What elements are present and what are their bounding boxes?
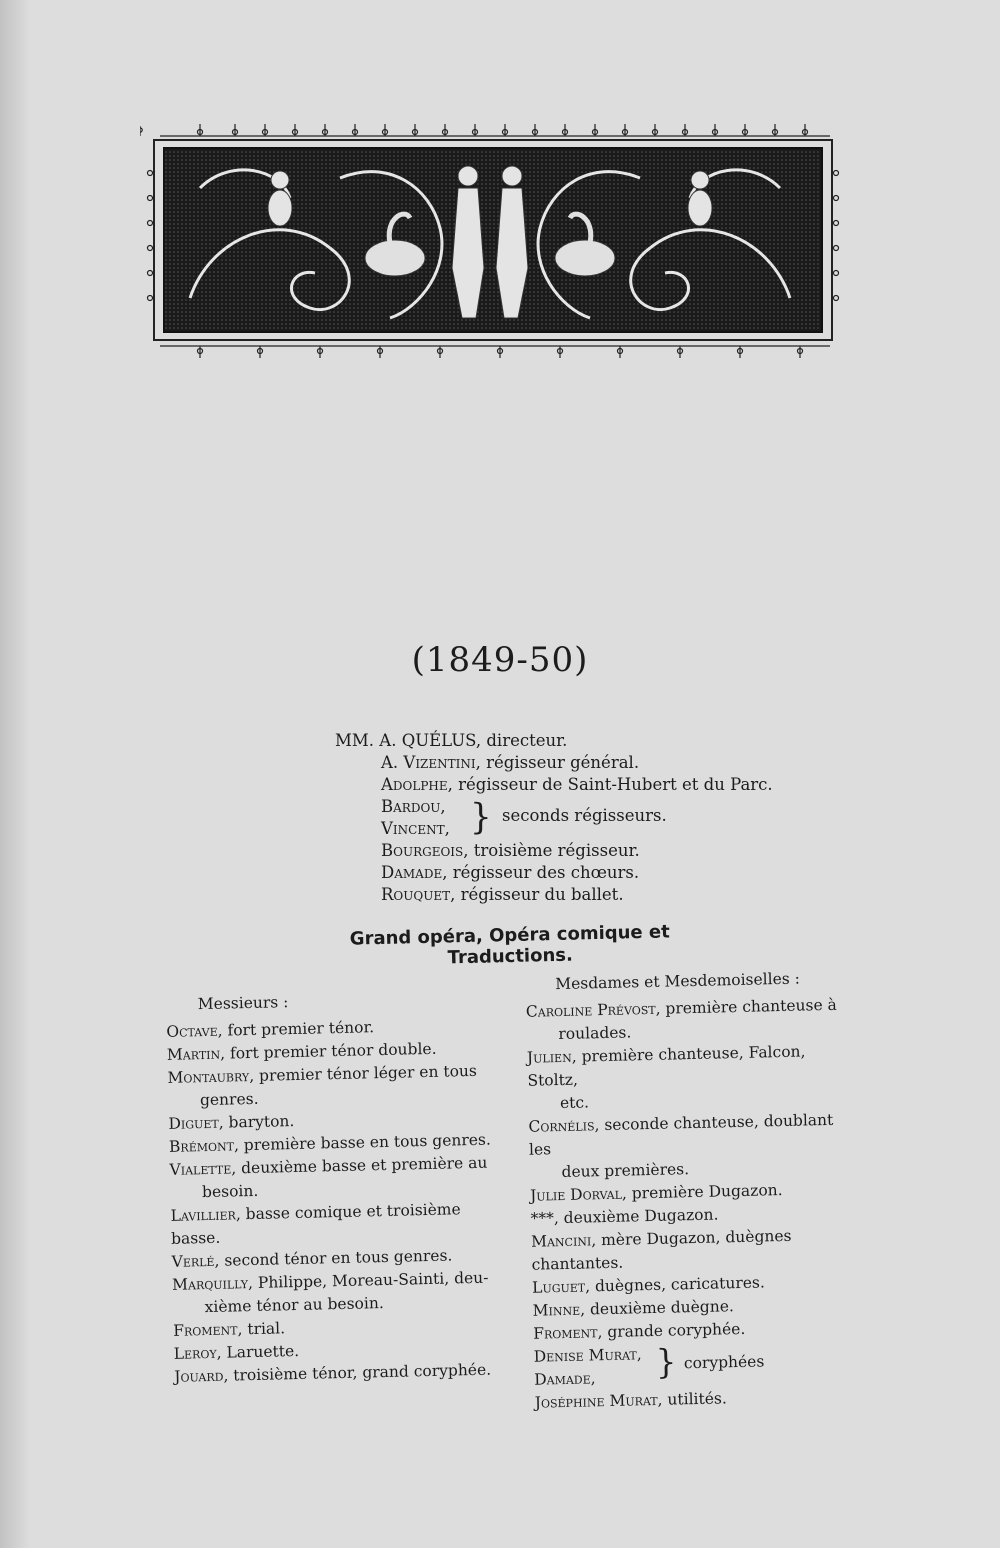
- staff-role: , régisseur du ballet.: [450, 885, 624, 904]
- cast-role: , première basse en tous genres.: [233, 1130, 492, 1155]
- staff-name: Rouquet: [381, 885, 451, 904]
- year-heading: (1849-50): [411, 640, 589, 680]
- brace-glyph: }: [655, 1341, 677, 1382]
- cast-role: , mère Dugazon, duègnes chantantes.: [531, 1226, 792, 1274]
- cast-role-continuation: etc.: [559, 1093, 590, 1113]
- cast-name: Froment: [533, 1323, 598, 1343]
- cast-role: , première chanteuse à: [655, 995, 838, 1018]
- cast-role: , troisième ténor, grand coryphée.: [223, 1360, 492, 1385]
- cast-role: , deuxième basse et première au: [231, 1153, 488, 1178]
- cast-role-continuation: xième ténor au besoin.: [204, 1294, 384, 1317]
- staff-line: [335, 840, 773, 862]
- cast-role: , trial.: [237, 1319, 286, 1339]
- cast-name: Brémont: [168, 1136, 235, 1156]
- cast-name: Froment: [173, 1320, 238, 1340]
- cast-name: Diguet: [168, 1113, 219, 1133]
- cast-role: , première chanteuse, Falcon, Stoltz,: [527, 1042, 806, 1090]
- cast-role: , premier ténor léger en tous: [249, 1061, 478, 1086]
- cast-role: , Laruette.: [216, 1341, 300, 1362]
- cast-role: , baryton.: [218, 1112, 295, 1132]
- staff-role: seconds régisseurs.: [502, 806, 667, 825]
- column-header: Messieurs :: [197, 993, 289, 1014]
- staff-line: [335, 862, 773, 884]
- staff-name: Vincent,: [381, 819, 450, 838]
- top-pendants: [198, 124, 808, 136]
- cast-role: , fort premier ténor double.: [219, 1039, 437, 1063]
- cast-role: , basse comique et troisième basse.: [170, 1200, 461, 1248]
- staff-role: , directeur.: [475, 731, 568, 750]
- cast-name: Caroline Prévost: [525, 999, 656, 1021]
- cast-name: Vialette: [169, 1159, 232, 1179]
- column-header: Mesdames et Mesdemoiselles :: [555, 969, 801, 994]
- section-title: Grand opéra, Opéra comique et Traductions.: [349, 921, 670, 969]
- cast-name: Montaubry: [167, 1067, 250, 1087]
- cast-name: Julie Dorval: [529, 1184, 623, 1205]
- cast-role: , deuxième Dugazon.: [553, 1205, 719, 1228]
- cast-role: , seconde chanteuse, doublant les: [528, 1110, 834, 1159]
- staff-name: A. Vizentini: [381, 753, 476, 772]
- staff-name: Adolphe: [381, 775, 448, 794]
- cast-name: Julien: [526, 1047, 572, 1067]
- women-column: [525, 966, 865, 1414]
- staff-name: A. QUÉLUS: [379, 731, 476, 750]
- cast-role: , second ténor en tous genres.: [214, 1246, 453, 1270]
- men-column: [166, 986, 515, 1389]
- cast-entry: [531, 1223, 862, 1276]
- staff-line: [335, 774, 773, 796]
- staff-list: [335, 730, 773, 906]
- staff-line: [335, 752, 773, 774]
- staff-line: [335, 730, 773, 752]
- cast-role-continuation: besoin.: [201, 1181, 259, 1202]
- cast-name: ***: [530, 1209, 555, 1228]
- cast-name: Luguet: [531, 1277, 586, 1297]
- staff-name: Bourgeois: [381, 841, 464, 860]
- staff-prefix: MM.: [335, 731, 375, 750]
- cast-role-continuation: genres.: [199, 1089, 259, 1110]
- cast-name: Marquilly: [171, 1274, 249, 1294]
- cast-role: , deuxième duègne.: [579, 1297, 735, 1319]
- bottom-pendants: [160, 346, 830, 358]
- brace-glyph: }: [470, 796, 492, 838]
- cast-name: Minne: [532, 1300, 581, 1320]
- cast-name: Jouard: [174, 1366, 224, 1386]
- cast-role: , première Dugazon.: [621, 1181, 783, 1203]
- cast-name: Leroy: [173, 1343, 217, 1363]
- cast-name: Lavillier: [170, 1205, 237, 1225]
- staff-role: , régisseur des chœurs.: [442, 863, 640, 882]
- staff-name: Bardou,: [381, 797, 446, 816]
- staff-role: , régisseur de Saint-Hubert et du Parc.: [447, 775, 773, 794]
- cast-name: Denise Murat,: [533, 1345, 642, 1366]
- cast-role: , duègnes, caricatures.: [584, 1273, 766, 1296]
- cast-entry: [527, 1039, 858, 1092]
- staff-name: Damade: [381, 863, 443, 882]
- cast-entry: [170, 1197, 511, 1251]
- cast-name: Damade,: [534, 1369, 596, 1389]
- staff-brace-group: [335, 796, 773, 840]
- cast-entry: [528, 1108, 859, 1161]
- cast-role: , Philippe, Moreau-Sainti, deu-: [247, 1268, 489, 1293]
- staff-role: , troisième régisseur.: [463, 841, 640, 860]
- cast-role: , utilités.: [657, 1389, 727, 1409]
- cast-name: Octave: [166, 1021, 218, 1041]
- cast-name: Verlé: [171, 1251, 215, 1271]
- cast-role: , grande coryphée.: [597, 1319, 746, 1342]
- page-gutter-shadow: [0, 0, 30, 1548]
- cast-name: Martin: [166, 1044, 221, 1064]
- cast-role-continuation: roulades.: [558, 1023, 632, 1044]
- women-list: [526, 993, 864, 1345]
- cast-role-continuation: deux premières.: [561, 1160, 690, 1182]
- ornamental-header-band: [140, 118, 840, 364]
- men-list: [166, 1013, 514, 1389]
- cast-name: Mancini: [530, 1231, 592, 1251]
- cast-name: Cornélis: [528, 1116, 595, 1136]
- cast-name: Joséphine Murat: [534, 1390, 658, 1412]
- cast-role: , fort premier ténor.: [217, 1018, 375, 1040]
- cast-role: coryphées: [683, 1352, 765, 1373]
- women-brace-group: [533, 1338, 864, 1391]
- staff-role: , régisseur général.: [475, 753, 640, 772]
- staff-line: [335, 884, 773, 906]
